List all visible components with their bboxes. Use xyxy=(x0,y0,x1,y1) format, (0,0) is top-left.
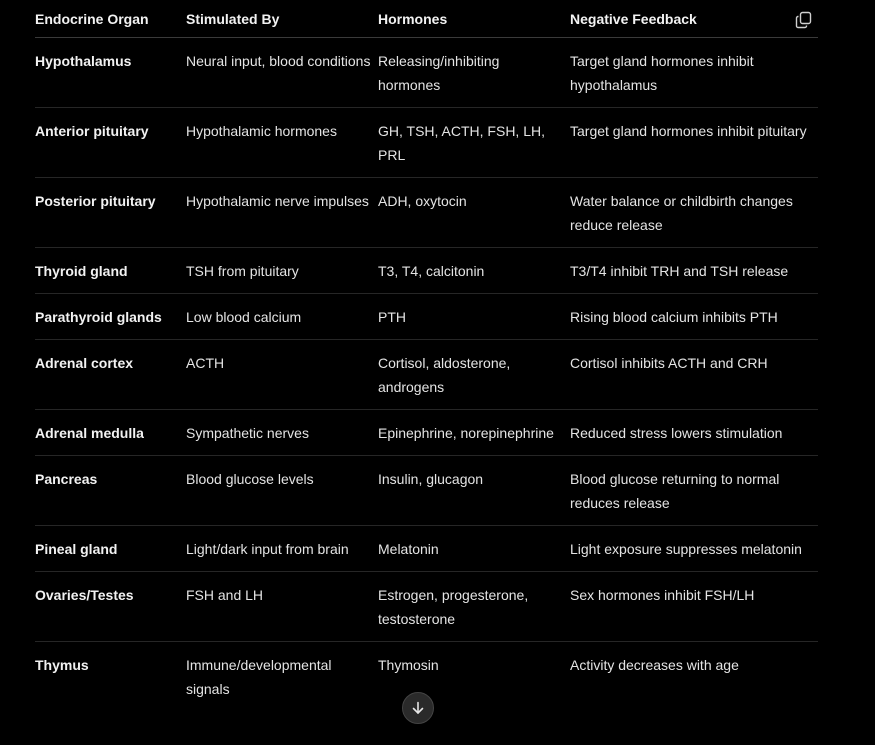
arrow-down-icon xyxy=(410,700,426,716)
endocrine-table xyxy=(35,0,818,711)
cell-hormones: Epinephrine, norepinephrine xyxy=(378,410,570,456)
scroll-to-bottom-button[interactable] xyxy=(402,692,434,724)
cell-organ: Pineal gland xyxy=(35,526,186,572)
cell-negative-feedback: Blood glucose returning to normal reduces release xyxy=(570,456,818,526)
cell-negative-feedback: Light exposure suppresses melatonin xyxy=(570,526,818,572)
table-row xyxy=(35,456,818,526)
cell-organ: Adrenal medulla xyxy=(35,410,186,456)
header-negative-feedback: Negative Feedback xyxy=(570,0,818,38)
cell-negative-feedback: Cortisol inhibits ACTH and CRH xyxy=(570,340,818,410)
cell-hormones: GH, TSH, ACTH, FSH, LH, PRL xyxy=(378,108,570,178)
cell-hormones: T3, T4, calcitonin xyxy=(378,248,570,294)
cell-stimulated-by: Sympathetic nerves xyxy=(186,410,378,456)
cell-stimulated-by: TSH from pituitary xyxy=(186,248,378,294)
cell-stimulated-by: ACTH xyxy=(186,340,378,410)
cell-negative-feedback: Water balance or childbirth changes reduce release xyxy=(570,178,818,248)
cell-hormones: Cortisol, aldosterone, androgens xyxy=(378,340,570,410)
table-row xyxy=(35,108,818,178)
table-row xyxy=(35,294,818,340)
cell-organ: Anterior pituitary xyxy=(35,108,186,178)
cell-hormones: Estrogen, progesterone, testosterone xyxy=(378,572,570,642)
cell-negative-feedback: Rising blood calcium inhibits PTH xyxy=(570,294,818,340)
cell-stimulated-by: Neural input, blood conditions xyxy=(186,38,378,108)
copy-table-button[interactable] xyxy=(794,10,814,30)
table-row xyxy=(35,410,818,456)
cell-organ: Adrenal cortex xyxy=(35,340,186,410)
cell-negative-feedback: Sex hormones inhibit FSH/LH xyxy=(570,572,818,642)
table-row xyxy=(35,38,818,108)
cell-hormones: Insulin, glucagon xyxy=(378,456,570,526)
cell-hormones: Releasing/inhibiting hormones xyxy=(378,38,570,108)
cell-organ: Thymus xyxy=(35,657,89,673)
table-row xyxy=(35,526,818,572)
cell-hormones: PTH xyxy=(378,294,570,340)
cell-stimulated-by: Hypothalamic nerve impulses xyxy=(186,178,378,248)
cell-stimulated-by: Blood glucose levels xyxy=(186,456,378,526)
cell-negative-feedback: Target gland hormones inhibit hypothalamus xyxy=(570,38,818,108)
cell-negative-feedback: Target gland hormones inhibit pituitary xyxy=(570,108,818,178)
cell-hormones: Thymosin xyxy=(378,657,439,673)
cell-organ: Ovaries/Testes xyxy=(35,572,186,642)
table-header-row xyxy=(35,0,818,38)
cell-organ: Pancreas xyxy=(35,456,186,526)
cell-stimulated-by: Hypothalamic hormones xyxy=(186,108,378,178)
copy-icon xyxy=(794,10,814,30)
cell-stimulated-by: FSH and LH xyxy=(186,572,378,642)
table-row xyxy=(35,340,818,410)
cell-negative-feedback: Activity decreases with age xyxy=(570,657,739,673)
cell-organ: Posterior pituitary xyxy=(35,178,186,248)
cell-organ: Parathyroid glands xyxy=(35,294,186,340)
cell-negative-feedback: T3/T4 inhibit TRH and TSH release xyxy=(570,248,818,294)
header-endocrine-organ: Endocrine Organ xyxy=(35,0,186,38)
cell-hormones: ADH, oxytocin xyxy=(378,178,570,248)
header-hormones: Hormones xyxy=(378,0,570,38)
endocrine-table-container xyxy=(35,0,818,711)
header-stimulated-by: Stimulated By xyxy=(186,0,378,38)
cell-organ: Thyroid gland xyxy=(35,248,186,294)
cell-stimulated-by: Light/dark input from brain xyxy=(186,526,378,572)
cell-stimulated-by: Low blood calcium xyxy=(186,294,378,340)
cell-organ: Hypothalamus xyxy=(35,38,186,108)
cell-negative-feedback: Reduced stress lowers stimulation xyxy=(570,410,818,456)
cell-hormones: Melatonin xyxy=(378,526,570,572)
table-row xyxy=(35,248,818,294)
cell-stimulated-by: Immune/developmental signals xyxy=(186,657,332,697)
table-row xyxy=(35,572,818,642)
table-row xyxy=(35,178,818,248)
